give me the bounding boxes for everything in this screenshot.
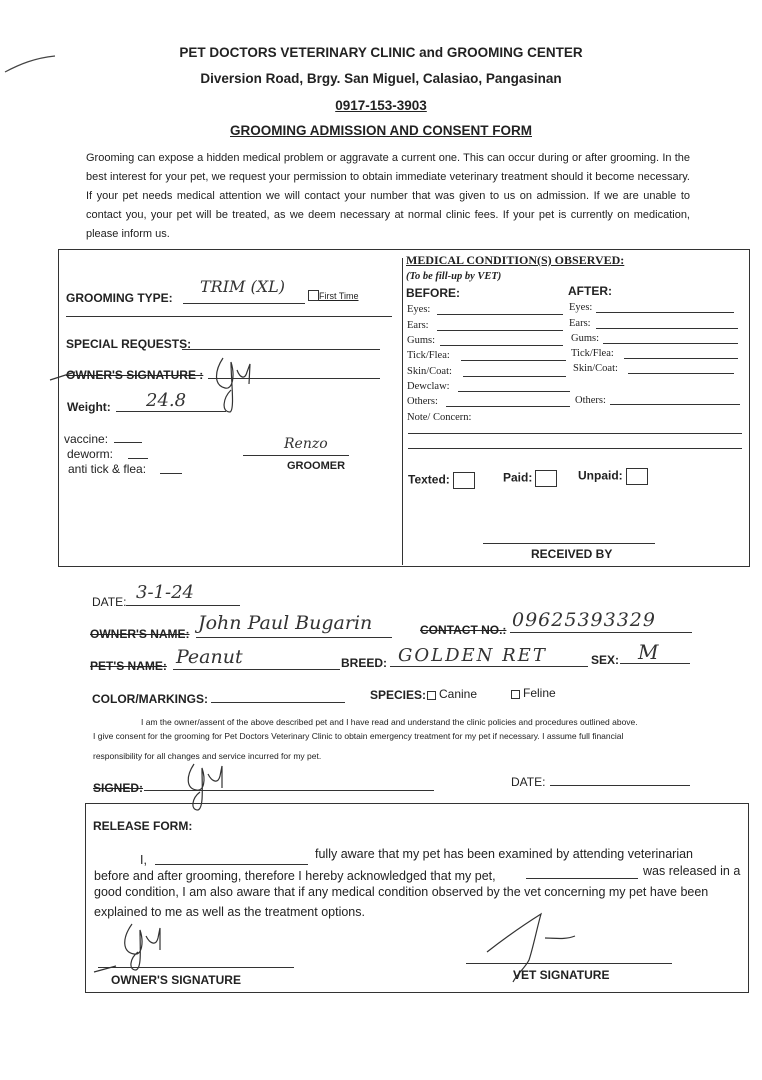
after-others-label: Others: [575,395,606,406]
pet-name-value[interactable]: Peanut [176,646,243,668]
grooming-type-line [183,303,305,304]
contact-label: CONTACT NO.: [420,623,507,637]
consent-line-3: responsibility for all changes and service incurred for my pet. [93,751,322,761]
grooming-type-value[interactable]: TRIM (XL) [200,277,286,296]
breed-value[interactable]: GOLDEN RET [398,645,547,666]
groomer-line [243,455,349,456]
deworm-label: deworm: [67,447,114,461]
after-label: AFTER: [568,284,612,298]
deworm-line[interactable] [128,458,148,459]
texted-text: Texted: [408,472,450,487]
before-skin-line[interactable] [463,376,566,377]
paid-label [503,470,557,487]
after-ears-label: Ears: [569,318,591,329]
feline-label: Feline [523,686,556,700]
weight-line [116,411,226,412]
release-text-1: fully aware that my pet has been examined by attending veterinarian [315,847,694,861]
paid-checkbox[interactable] [535,470,557,487]
before-label: BEFORE: [406,286,460,300]
signed-label: SIGNED: [93,781,144,795]
consent-date-label: DATE: [511,775,546,789]
after-gums-label: Gums: [571,333,600,344]
canine-checkbox[interactable] [427,691,436,700]
note-concern-label: Note/ Concern: [407,412,472,423]
release-text-2: before and after grooming, therefore I hereby acknowledged that my pet, [94,869,496,883]
weight-label: Weight: [67,400,111,414]
release-owner-sig-line[interactable] [98,967,294,968]
before-others-line[interactable] [446,406,570,407]
note-line-1[interactable] [408,433,742,434]
before-dewclaw-line[interactable] [458,391,570,392]
after-skin-label: Skin/Coat: [573,363,618,374]
texted-label [408,472,475,489]
grooming-type-label: GROOMING TYPE: [66,291,173,305]
clinic-address: Diversion Road, Brgy. San Miguel, Calasiao, Pangasinan [200,71,562,86]
clinic-name: PET DOCTORS VETERINARY CLINIC and GROOMING CENTER [179,45,583,60]
owner-name-value[interactable]: John Paul Bugarin [198,612,373,634]
unpaid-checkbox[interactable] [626,468,648,485]
first-time-checkbox[interactable] [308,290,319,301]
vaccine-label: vaccine: [64,432,109,446]
before-dewclaw-label: Dewclaw: [407,381,450,392]
release-text-3: was released in a [643,864,741,878]
after-eyes-line[interactable] [596,312,734,313]
anti-tick-line[interactable] [160,473,182,474]
breed-line [390,666,588,667]
after-skin-line[interactable] [628,373,734,374]
release-text-4: good condition, I am also aware that if any medical condition observed by the vet concerning my pet have been [94,885,709,899]
vet-sig-line[interactable] [466,963,672,964]
before-tick-label: Tick/Flea: [407,350,450,361]
groomer-label: GROOMER [287,460,346,472]
received-by-line[interactable] [483,543,655,544]
species-label: SPECIES: [370,688,427,702]
medical-title: MEDICAL CONDITION(S) OBSERVED: [406,253,625,267]
vet-sig-label: VET SIGNATURE [513,968,610,982]
unpaid-text: Unpaid: [578,468,623,483]
paid-text: Paid: [503,470,533,485]
owner-name-line [196,637,392,638]
clinic-phone: 0917-153-3903 [335,98,427,113]
before-others-label: Others: [407,396,438,407]
pet-name-line [173,669,340,670]
before-gums-label: Gums: [407,335,436,346]
weight-value[interactable]: 24.8 [146,390,187,411]
medical-subtitle: (To be fill-up by VET) [406,271,502,282]
release-pet-line[interactable] [526,878,638,879]
breed-label: BREED: [341,656,388,670]
release-i: I, [140,853,147,867]
anti-tick-label: anti tick & flea: [68,462,147,476]
texted-checkbox[interactable] [453,472,475,489]
sex-value[interactable]: M [638,640,659,664]
contact-line [510,632,692,633]
after-tick-line[interactable] [624,358,738,359]
first-time-label: First Time [319,291,359,301]
date-label: DATE: [92,595,127,609]
box-divider [402,258,403,565]
after-gums-line[interactable] [603,343,738,344]
special-requests-label: SPECIAL REQUESTS: [66,337,192,351]
feline-checkbox[interactable] [511,690,520,699]
release-text-5: explained to me as well as the treatment options. [94,905,365,919]
grooming-extra-line [66,316,392,317]
release-owner-signature-drawing [90,918,180,978]
sex-label: SEX: [591,653,620,667]
vaccine-line[interactable] [114,442,142,443]
form-title: GROOMING ADMISSION AND CONSENT FORM [230,123,532,138]
before-skin-label: Skin/Coat: [407,366,452,377]
pet-name-label: PET'S NAME: [90,659,167,673]
date-value[interactable]: 3-1-24 [136,582,194,603]
date-line [126,605,240,606]
owner-name-label: OWNER'S NAME: [90,627,190,641]
contact-value[interactable]: 09625393329 [512,609,656,631]
before-eyes-line[interactable] [437,314,563,315]
before-ears-line[interactable] [437,330,563,331]
consent-date-line[interactable] [550,785,690,786]
note-line-2[interactable] [408,448,742,449]
before-tick-line[interactable] [461,360,566,361]
color-line[interactable] [211,702,345,703]
after-ears-line[interactable] [596,328,738,329]
consent-line-1: I am the owner/assent of the above described pet and I have read and understand the clinic policies and procedures outlined above. [141,717,638,727]
intro-paragraph: Grooming can expose a hidden medical problem or aggravate a current one. This can occur during or after grooming. In the best interest for your pet, we request your permission to obtain immediate veterinary treatment should it become necessary. If your pet needs medical attention we will contact your number that was given to us on admission. If we are unable to contact you, your pet will be treated, as we deem necessary at normal clinic fees. If your pet is currently on medication, please inform us. [86,152,690,240]
owner-signature-label: OWNER'S SIGNATURE : [66,368,204,382]
color-label: COLOR/MARKINGS: [92,692,208,706]
before-eyes-label: Eyes: [407,304,431,315]
consent-line-2: I give consent for the grooming for Pet Doctors Veterinary Clinic to obtain emergency treatment for my pet if necessary. I assume full financial [93,731,624,741]
before-gums-line[interactable] [440,345,563,346]
groomer-name[interactable]: Renzo [284,436,328,452]
after-others-line[interactable] [610,404,740,405]
after-tick-label: Tick/Flea: [571,348,614,359]
received-by-label: RECEIVED BY [531,547,613,561]
canine-label: Canine [439,687,478,701]
release-owner-sig-label: OWNER'S SIGNATURE [111,973,241,987]
before-ears-label: Ears: [407,320,429,331]
release-title: RELEASE FORM: [93,819,193,833]
unpaid-label [578,468,648,485]
release-owner-name-line[interactable] [155,864,308,865]
after-eyes-label: Eyes: [569,302,593,313]
